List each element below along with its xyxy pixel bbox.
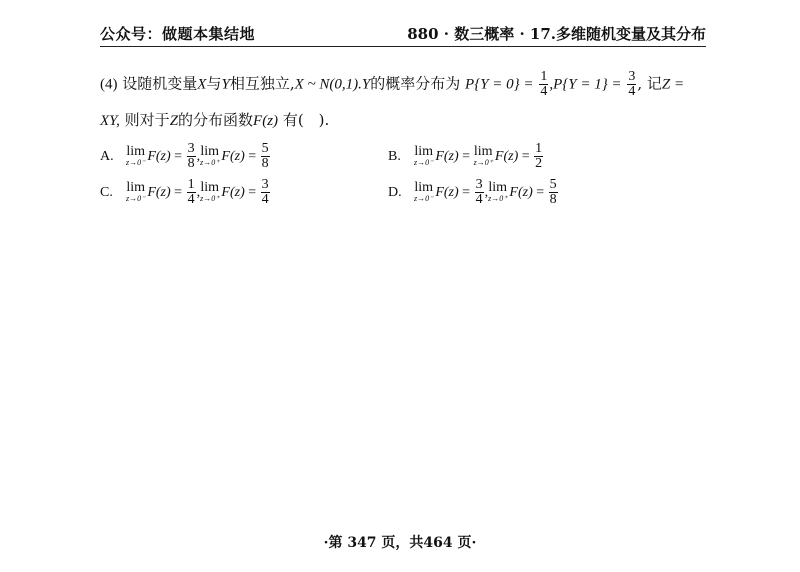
- question-text: 的概率分布为: [370, 74, 461, 93]
- equals: =: [248, 184, 257, 200]
- comma: ,: [484, 184, 489, 200]
- fraction: $\frac{3}{8}$: [187, 141, 195, 171]
- question-text: 与: [206, 74, 222, 93]
- var-z: Z: [169, 113, 179, 129]
- limit-right: lim z→0⁺: [200, 144, 220, 167]
- z-definition: Z =: [661, 76, 685, 93]
- limit-left: lim z→0⁻: [126, 144, 146, 167]
- limit-right: lim z→0⁺: [488, 180, 508, 203]
- f-of-z: F(z): [494, 148, 519, 164]
- option-label: B.: [388, 148, 401, 164]
- limit-left: lim z→0⁻: [414, 144, 434, 167]
- limit-left: lim z→0⁻: [414, 180, 434, 203]
- fraction-one-quarter: $\frac{1}{4}$: [540, 69, 548, 99]
- var-y: Y: [221, 76, 230, 93]
- limit-right: lim z→0⁺: [200, 180, 220, 203]
- equals: =: [174, 184, 183, 200]
- limit-left: lim z→0⁻: [126, 180, 146, 203]
- equals: =: [536, 184, 545, 200]
- equals: =: [462, 184, 471, 200]
- limit-right: lim z→0⁺: [473, 144, 493, 167]
- prob-y0: P{Y = 0} =: [465, 76, 534, 93]
- var-x: X: [197, 76, 207, 93]
- fraction: $\frac{1}{2}$: [535, 141, 543, 171]
- f-of-z: F(z): [435, 148, 459, 164]
- question-line-1: [100, 70, 706, 99]
- fraction: $\frac{3}{4}$: [261, 177, 269, 207]
- equals: =: [174, 148, 183, 164]
- f-of-z: F(z): [221, 148, 245, 164]
- equals: =: [248, 148, 257, 164]
- option-label: C.: [100, 184, 113, 200]
- question-text: , 记: [637, 74, 662, 93]
- option-c[interactable]: [100, 178, 271, 207]
- page-header: [100, 18, 706, 47]
- prob-y1: P{Y = 1} =: [553, 76, 622, 93]
- equals: =: [521, 148, 530, 164]
- f-of-z: F(z): [221, 184, 245, 200]
- fraction: $\frac{5}{8}$: [549, 177, 557, 207]
- question-blank: 有( ).: [282, 111, 330, 129]
- fraction-three-quarters: $\frac{3}{4}$: [628, 69, 636, 99]
- equals: =: [462, 148, 471, 164]
- question-text: 设随机变量: [122, 74, 198, 93]
- header-chapter: 880 · 数三概率 · 17.多维随机变量及其分布: [407, 25, 706, 43]
- var-y: Y: [361, 76, 371, 93]
- f-of-z: F(z): [147, 184, 171, 200]
- comma: ,: [196, 184, 201, 200]
- question-number: (4): [100, 76, 118, 93]
- option-label: A.: [100, 148, 114, 164]
- fraction: $\frac{5}{8}$: [261, 141, 269, 171]
- comma: ,: [196, 148, 201, 164]
- distribution: X ~ N(0,1).: [294, 76, 362, 93]
- page-footer: ·第 347 页，共464 页·: [323, 535, 477, 551]
- f-of-z: F(z): [435, 184, 459, 200]
- option-a[interactable]: [100, 142, 271, 171]
- distribution-function: F(z): [253, 113, 279, 129]
- option-label: D.: [388, 184, 402, 200]
- option-b[interactable]: [388, 142, 544, 171]
- question-text: 则对于: [124, 111, 170, 129]
- fraction: $\frac{1}{4}$: [187, 177, 195, 207]
- header-source: 公众号：做题本集结地: [100, 25, 256, 43]
- f-of-z: F(z): [509, 184, 533, 200]
- separator: ,: [549, 76, 554, 93]
- xy-product: XY,: [100, 113, 120, 129]
- question-line-2: [100, 108, 706, 133]
- question-text: 相互独立,: [229, 74, 295, 93]
- question-text: 的分布函数: [178, 111, 254, 129]
- fraction: $\frac{3}{4}$: [475, 177, 483, 207]
- f-of-z: F(z): [147, 148, 171, 164]
- option-d[interactable]: [388, 178, 559, 207]
